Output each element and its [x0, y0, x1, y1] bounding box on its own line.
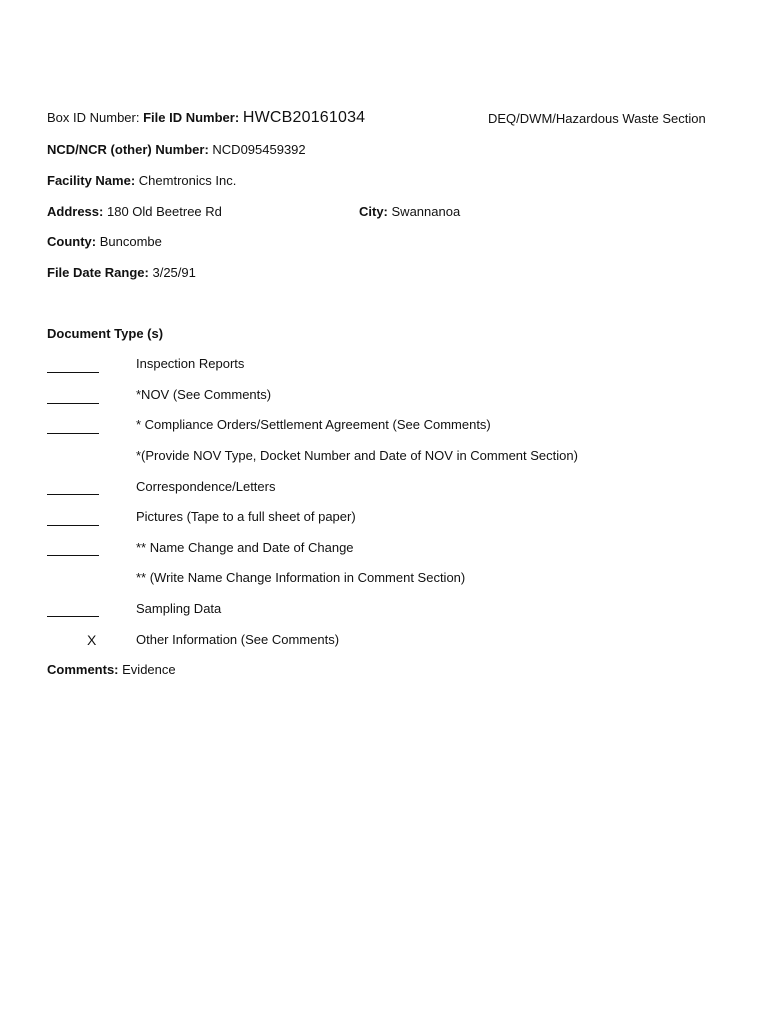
other-information-label: Other Information (See Comments): [136, 632, 340, 647]
compliance-orders-label: * Compliance Orders/Settlement Agreement (See Comments): [136, 417, 491, 432]
address-value: 180 Old Beetree Rd: [106, 204, 222, 219]
ncd-number-value: NCD095459392: [212, 142, 306, 157]
sampling-data-label: Sampling Data: [136, 601, 222, 616]
county-label: County:: [47, 234, 97, 249]
city-label: City:: [359, 204, 388, 219]
file-id-label: File ID Number:: [143, 110, 240, 125]
inspection-reports-blank: [47, 372, 99, 373]
ncd-number-row: [47, 142, 306, 158]
name-change-blank: [47, 555, 99, 556]
comments-value: Evidence: [122, 662, 176, 677]
nov-instructions-note: *(Provide NOV Type, Docket Number and Date of NOV in Comment Section): [136, 448, 578, 463]
comments-row: [47, 662, 176, 678]
correspondence-blank: [47, 494, 99, 495]
box-id-row: [47, 110, 365, 126]
other-information-check-mark: X: [87, 632, 97, 648]
document-type-heading: Document Type (s): [47, 326, 164, 341]
file-id-value: HWCB20161034: [242, 109, 366, 126]
address-row: [47, 204, 222, 220]
sampling-data-blank: [47, 616, 99, 617]
file-date-range-value: 3/25/91: [152, 265, 196, 280]
facility-name-label: Facility Name:: [47, 173, 136, 188]
nov-label: *NOV (See Comments): [136, 387, 272, 402]
section-name: DEQ/DWM/Hazardous Waste Section: [488, 111, 706, 126]
county-row: [47, 234, 162, 250]
compliance-orders-blank: [47, 433, 99, 434]
nov-blank: [47, 403, 99, 404]
ncd-number-label: NCD/NCR (other) Number:: [47, 142, 209, 157]
facility-name-value: Chemtronics Inc.: [138, 173, 237, 188]
county-value: Buncombe: [99, 234, 162, 249]
name-change-instructions-note: ** (Write Name Change Information in Comment Section): [136, 570, 466, 585]
comments-label: Comments:: [47, 662, 119, 677]
box-id-label: Box ID Number:: [47, 110, 140, 125]
city-row: [359, 204, 460, 220]
name-change-label: ** Name Change and Date of Change: [136, 540, 354, 555]
file-date-range-label: File Date Range:: [47, 265, 149, 280]
facility-name-row: [47, 173, 236, 189]
inspection-reports-label: Inspection Reports: [136, 356, 245, 371]
file-date-range-row: [47, 265, 196, 281]
city-value: Swannanoa: [391, 204, 461, 219]
address-label: Address:: [47, 204, 104, 219]
correspondence-label: Correspondence/Letters: [136, 479, 276, 494]
pictures-blank: [47, 525, 99, 526]
pictures-label: Pictures (Tape to a full sheet of paper): [136, 509, 356, 524]
